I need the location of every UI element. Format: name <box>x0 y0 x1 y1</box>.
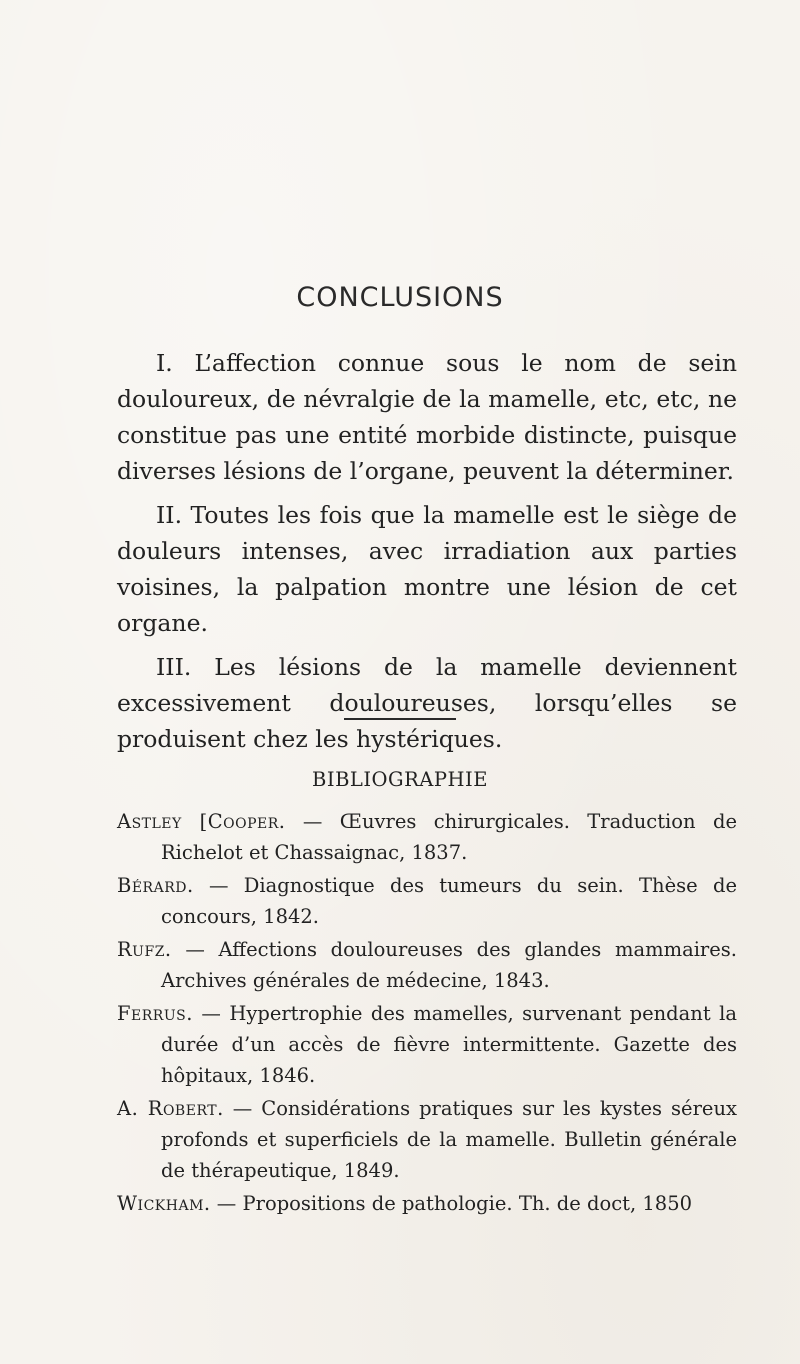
entry-author: A. Robert. <box>117 1097 224 1120</box>
entry-text: — Hypertrophie des mamelles, survenant pendant la durée d’un accès de fièvre intermittente. Gazette des hôpitaux, 1846. <box>161 1002 737 1087</box>
bibliography-entry <box>117 998 737 1091</box>
bibliography-entry <box>117 1188 737 1219</box>
bibliography-entry <box>117 934 737 996</box>
entry-text: — Propositions de pathologie. Th. de doct, 1850 <box>210 1192 693 1215</box>
conclusion-paragraph: I. L’affection connue sous le nom de sein douloureux, de névralgie de la mamelle, etc, etc, ne constitue pas une entité morbide distincte, puisque diverses lésions de l’organe, peuvent la déterminer. <box>117 349 737 485</box>
conclusion-paragraph: III. Les lésions de la mamelle deviennent excessivement douloureuses, lorsqu’elles se produisent chez les hystériques. <box>117 653 737 753</box>
entry-author: Bérard. <box>117 874 194 897</box>
bibliography-entry <box>117 870 737 932</box>
bibliography-entry <box>117 1093 737 1186</box>
bibliography-list <box>117 806 737 1221</box>
entry-text: — Œuvres chirurgicales. Traduction de Richelot et Chassaignac, 1837. <box>161 810 737 864</box>
entry-author: Astley [Cooper. <box>117 810 286 833</box>
conclusions-section <box>117 345 737 765</box>
section-divider <box>344 718 456 720</box>
bibliography-title: BIBLIOGRAPHIE <box>312 768 488 791</box>
entry-author: Rufz. <box>117 938 172 961</box>
entry-text: — Considérations pratiques sur les kystes séreux profonds et superficiels de la mamelle. Bulletin générale de thérapeutique, 1849. <box>161 1097 737 1182</box>
entry-author: Ferrus. <box>117 1002 193 1025</box>
bibliography-entry <box>117 806 737 868</box>
entry-author: Wickham. <box>117 1192 211 1215</box>
entry-text: — Diagnostique des tumeurs du sein. Thèse de concours, 1842. <box>161 874 737 928</box>
page-title: CONCLUSIONS <box>296 282 504 313</box>
entry-text: — Affections douloureuses des glandes mammaires. Archives générales de médecine, 1843. <box>161 938 737 992</box>
conclusion-paragraph: II. Toutes les fois que la mamelle est le siège de douleurs intenses, avec irradiation aux parties voisines, la palpation montre une lésion de cet organe. <box>117 501 737 637</box>
